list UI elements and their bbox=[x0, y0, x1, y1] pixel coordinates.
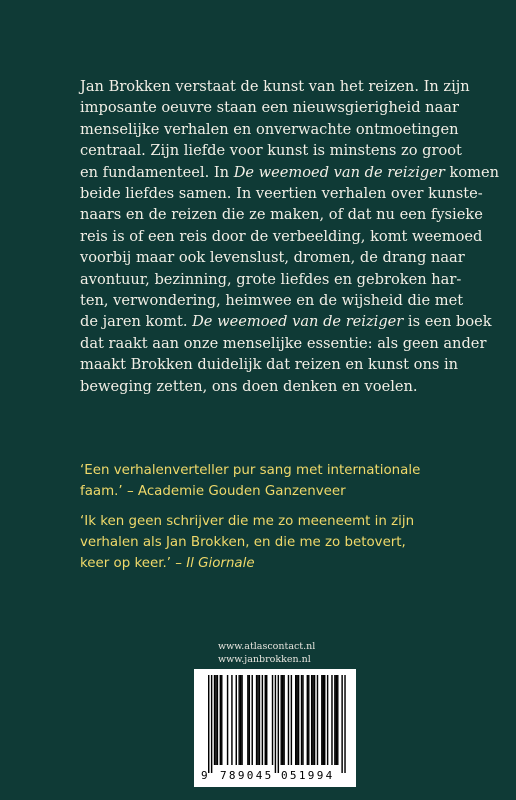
barcode-bar bbox=[247, 675, 248, 765]
barcode-bar bbox=[266, 675, 267, 765]
barcode-bar bbox=[259, 675, 260, 765]
quote-line: ‘Ik ken geen schrijver die me zo meeneemt in zijn bbox=[80, 514, 415, 529]
barcode-bar bbox=[296, 675, 297, 765]
barcode-bar bbox=[307, 675, 308, 765]
barcode-bar bbox=[227, 675, 228, 765]
barcode-first-digit: 9 bbox=[201, 769, 208, 782]
blurb-line: maakt Brokken duidelijk dat reizen en kunst ons in bbox=[80, 356, 459, 374]
barcode-bar bbox=[314, 675, 315, 765]
barcode-bar bbox=[336, 675, 337, 765]
barcode-bar bbox=[295, 675, 296, 765]
blurb-line: voorbij maar ook levenslust, dromen, de drang naar bbox=[80, 249, 465, 267]
barcode-bar bbox=[208, 675, 209, 773]
barcode-graphic bbox=[194, 669, 356, 787]
barcode-bar bbox=[331, 675, 332, 765]
author-url: www.janbrokken.nl bbox=[218, 654, 311, 665]
barcode-bar bbox=[275, 675, 276, 773]
barcode-bar bbox=[311, 675, 312, 765]
barcode-bar bbox=[265, 675, 266, 765]
barcode-bar bbox=[220, 675, 221, 765]
blurb-line: beweging zetten, ons doen denken en voelen. bbox=[80, 377, 418, 395]
blurb-text bbox=[80, 76, 500, 397]
barcode-bar bbox=[323, 675, 324, 765]
barcode-bar bbox=[282, 675, 283, 765]
blurb-line: centraal. Zijn liefde voor kunst is minstens zo groot bbox=[80, 142, 462, 160]
barcode-bar bbox=[291, 675, 292, 765]
blurb-line: avontuur, bezinning, grote liefdes en gebroken har- bbox=[80, 270, 462, 288]
barcode-bar bbox=[231, 675, 232, 765]
barcode-bar bbox=[214, 675, 215, 765]
barcode-bar bbox=[337, 675, 338, 765]
barcode-bar bbox=[240, 675, 241, 765]
barcode-bar bbox=[321, 675, 322, 765]
barcode-bar bbox=[317, 675, 318, 765]
blurb-line: ten, verwondering, heimwee en de wijsheid die met bbox=[80, 292, 464, 310]
barcode-bar bbox=[262, 675, 263, 765]
barcode-bar bbox=[302, 675, 303, 765]
barcode-bar bbox=[281, 675, 282, 765]
book-title-italic: De weemoed van de reiziger bbox=[233, 163, 445, 181]
isbn-barcode bbox=[194, 669, 356, 787]
book-title-italic: De weemoed van de reiziger bbox=[192, 313, 404, 331]
barcode-bar bbox=[238, 675, 239, 765]
barcode-bar bbox=[221, 675, 222, 765]
barcode-bar bbox=[272, 675, 273, 765]
blurb-line: en fundamenteel. In De weemoed van de reiziger komen bbox=[80, 163, 500, 181]
publisher-url: www.atlascontact.nl bbox=[218, 641, 316, 652]
review-quote-il-giornale bbox=[80, 511, 450, 574]
barcode-bar bbox=[312, 675, 313, 765]
blurb-line: imposante oeuvre staan een nieuwsgierigheid naar bbox=[80, 99, 459, 117]
barcode-bar bbox=[327, 675, 328, 765]
blurb-line: de jaren komt. De weemoed van de reiziger is een boek bbox=[80, 313, 492, 331]
quote-line: ‘Een verhalenverteller pur sang met internationale bbox=[80, 463, 421, 478]
barcode-bar bbox=[256, 675, 257, 765]
barcode-bar bbox=[217, 675, 218, 765]
barcode-bar bbox=[288, 675, 289, 765]
quote-line: keer op keer.’ – Il Giornale bbox=[80, 556, 255, 571]
barcode-bar bbox=[236, 675, 237, 765]
barcode-bar bbox=[241, 675, 242, 765]
barcode-bar bbox=[215, 675, 216, 765]
blurb-line: beide liefdes samen. In veertien verhalen over kunste- bbox=[80, 185, 483, 203]
blurb-line: reis is of een reis door de verbeelding, komt weemoed bbox=[80, 227, 483, 245]
barcode-bar bbox=[308, 675, 309, 765]
barcode-bar bbox=[257, 675, 258, 765]
barcode-bar bbox=[298, 675, 299, 765]
barcode-bar bbox=[252, 675, 253, 765]
barcode-bar bbox=[341, 675, 342, 773]
barcode-right-digits: 051994 bbox=[281, 769, 335, 782]
barcode-bar bbox=[249, 675, 250, 765]
blurb-line: Jan Brokken verstaat de kunst van het reizen. In zijn bbox=[80, 78, 470, 95]
blurb-line: menselijke verhalen en onverwachte ontmoetingen bbox=[80, 120, 459, 138]
barcode-left-digits: 789045 bbox=[220, 769, 274, 782]
barcode-bar bbox=[278, 675, 279, 773]
barcode-bar bbox=[301, 675, 302, 765]
barcode-bar bbox=[334, 675, 335, 765]
quote-line: faam.’ – Academie Gouden Ganzenveer bbox=[80, 484, 346, 499]
barcode-bar bbox=[283, 675, 284, 765]
barcode-bars bbox=[208, 675, 346, 773]
barcode-bar bbox=[344, 675, 345, 773]
website-urls bbox=[218, 640, 398, 666]
blurb-line: dat raakt aan onze menselijke essentie: als geen ander bbox=[80, 334, 487, 352]
quote-line: verhalen als Jan Brokken, en die me zo betovert, bbox=[80, 535, 406, 550]
review-quote-gouden-ganzenveer bbox=[80, 460, 450, 502]
barcode-bar bbox=[211, 675, 212, 773]
quote-source-italic: Il Giornale bbox=[186, 556, 255, 571]
blurb-line: naars en de reizen die ze maken, of dat nu een fysieke bbox=[80, 206, 483, 224]
barcode-bar bbox=[324, 675, 325, 765]
